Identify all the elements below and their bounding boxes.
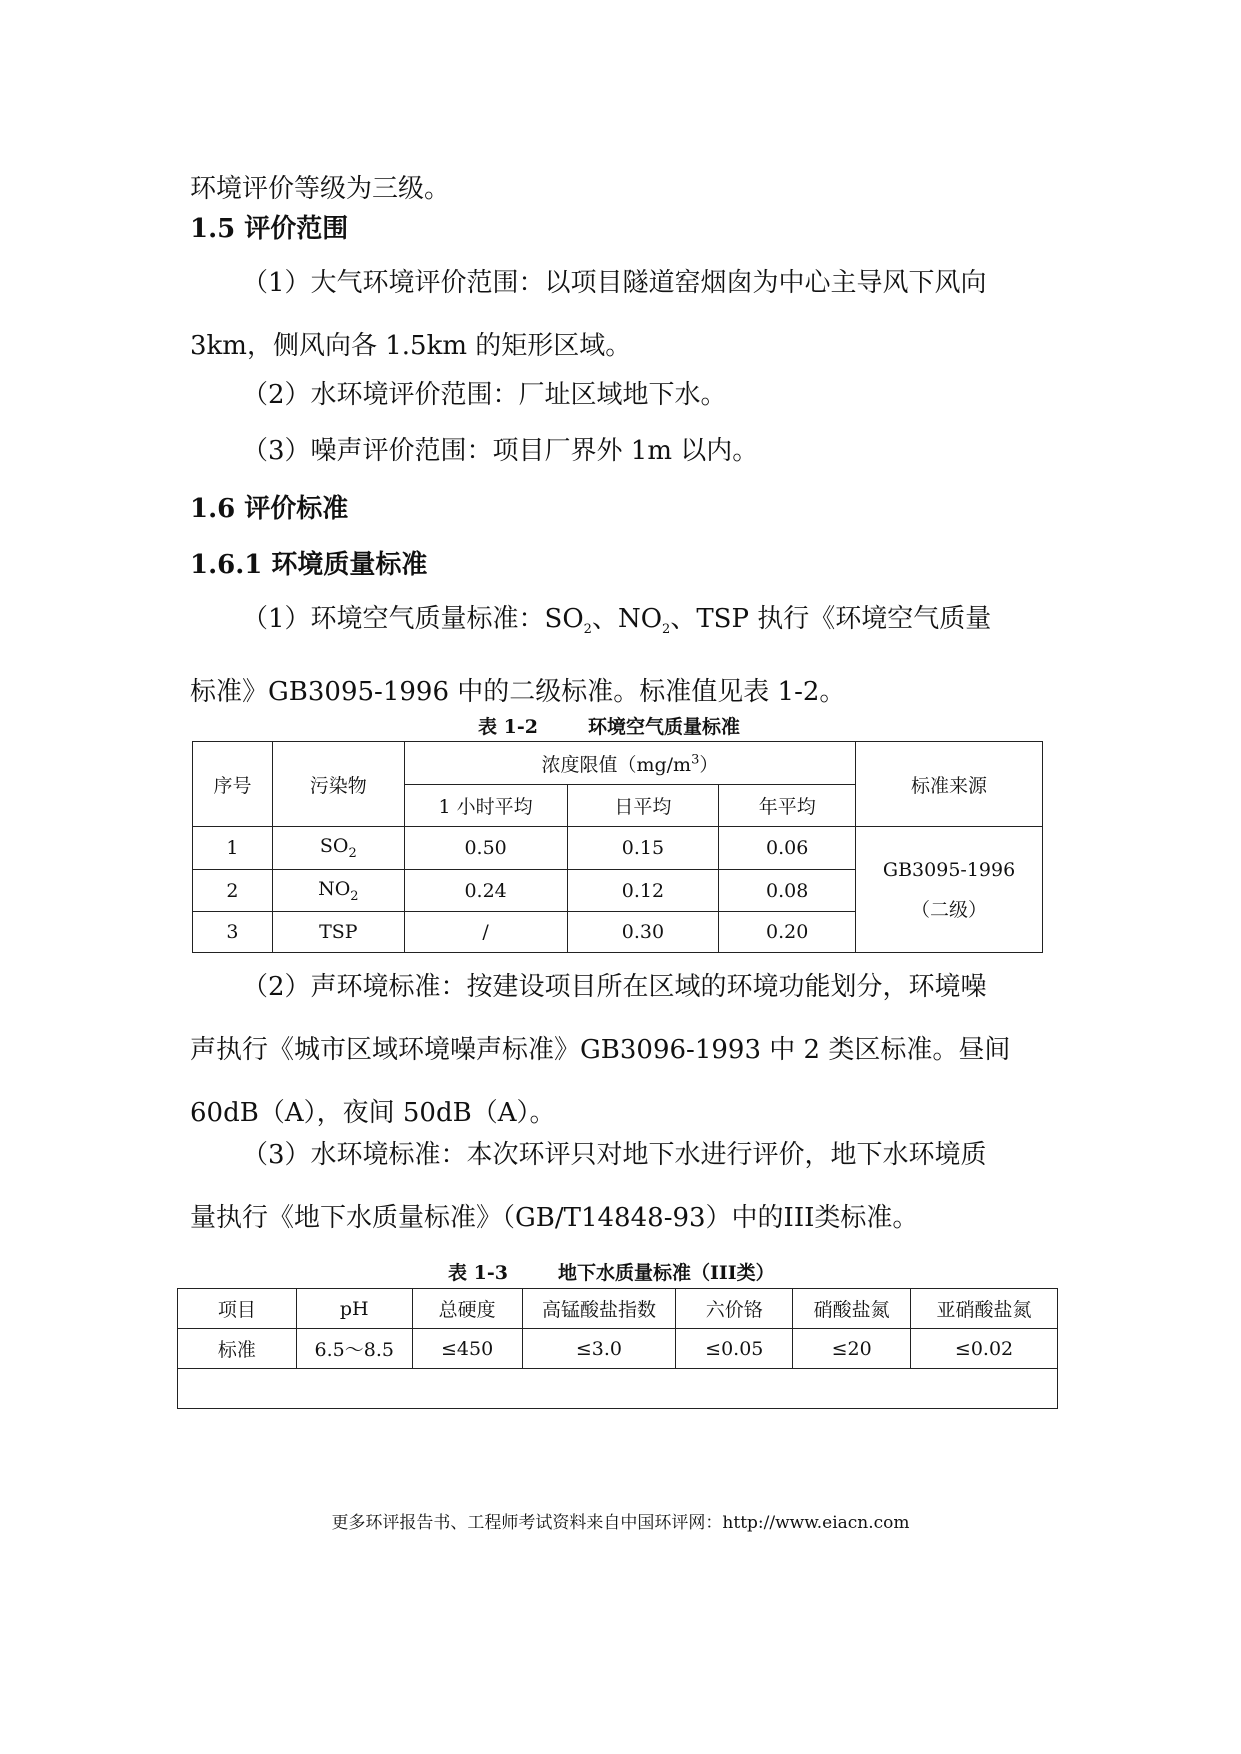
- table-row: 2 $NO_2$ 0.24 0.12 0.08: [193, 870, 1043, 912]
- air-standard-paragraph: （1）环境空气质量标准：$SO_2$、$NO_2$、TSP 执行《环境空气质量 标准》GB3095-1996 中的二级标准。标准值见表 1-2。: [190, 604, 992, 708]
- header-seq: 序号: [193, 742, 273, 827]
- water-standard-paragraph: （3）水环境标准：本次环评只对地下水进行评价，地下水环境质 量执行《地下水质量标准》（GB/T14848-93）中的III类标准。: [190, 1140, 987, 1233]
- noise-standard-paragraph: （2）声环境标准：按建设项目所在区域的环境功能划分，环境噪 声执行《城市区域环境噪声标准》GB3096-1993 中 2 类区标准。昼间 60dB（A），夜间 50dB（A）。: [190, 972, 1011, 1128]
- table-row: 标准 6.5～8.5 ≤450 ≤3.0 ≤0.05 ≤20 ≤0.02: [178, 1329, 1058, 1369]
- range-item-water: （2）水环境评价范围：厂址区域地下水。: [242, 380, 727, 410]
- air-quality-table: [192, 741, 1043, 953]
- section-heading-1-6-1: 1.6.1 环境质量标准: [190, 550, 428, 580]
- section-heading-1-5: 1.5 评价范围: [190, 214, 349, 244]
- header-year-avg: 年平均: [719, 785, 856, 827]
- range-item-noise: （3）噪声评价范围：项目厂界外 1m 以内。: [242, 436, 759, 466]
- table-1-3-caption: 表 1-3 地下水质量标准（III类）: [448, 1262, 775, 1284]
- table-1-2-caption: 表 1-2 环境空气质量标准: [478, 716, 740, 738]
- section-heading-1-6: 1.6 评价标准: [190, 494, 349, 524]
- table-empty-row: [178, 1369, 1058, 1409]
- table-header-row: 项目 pH 总硬度 高锰酸盐指数 六价铬 硝酸盐氮 亚硝酸盐氮: [178, 1289, 1058, 1329]
- page-footer: 更多环评报告书、工程师考试资料来自中国环评网：http://www.eiacn.com: [331, 1513, 910, 1533]
- groundwater-table: [177, 1288, 1058, 1409]
- header-hour-avg: 1 小时平均: [404, 785, 567, 827]
- range-item-air: （1）大气环境评价范围：以项目隧道窑烟囱为中心主导风下风向 3km，侧风向各 1.5km 的矩形区域。: [190, 268, 987, 361]
- table-row: 3 TSP / 0.30 0.20: [193, 912, 1043, 953]
- table-row: 1 $SO_2$ 0.50 0.15 0.06 GB3095-1996 （二级）: [193, 827, 1043, 870]
- header-day-avg: 日平均: [567, 785, 719, 827]
- intro-paragraph: 环境评价等级为三级。: [190, 174, 451, 204]
- source-cell: GB3095-1996 （二级）: [856, 827, 1043, 953]
- header-pollutant: 污染物: [272, 742, 404, 827]
- header-source: 标准来源: [856, 742, 1043, 827]
- header-concentration: 浓度限值$(mg/m^3)$: [404, 742, 855, 785]
